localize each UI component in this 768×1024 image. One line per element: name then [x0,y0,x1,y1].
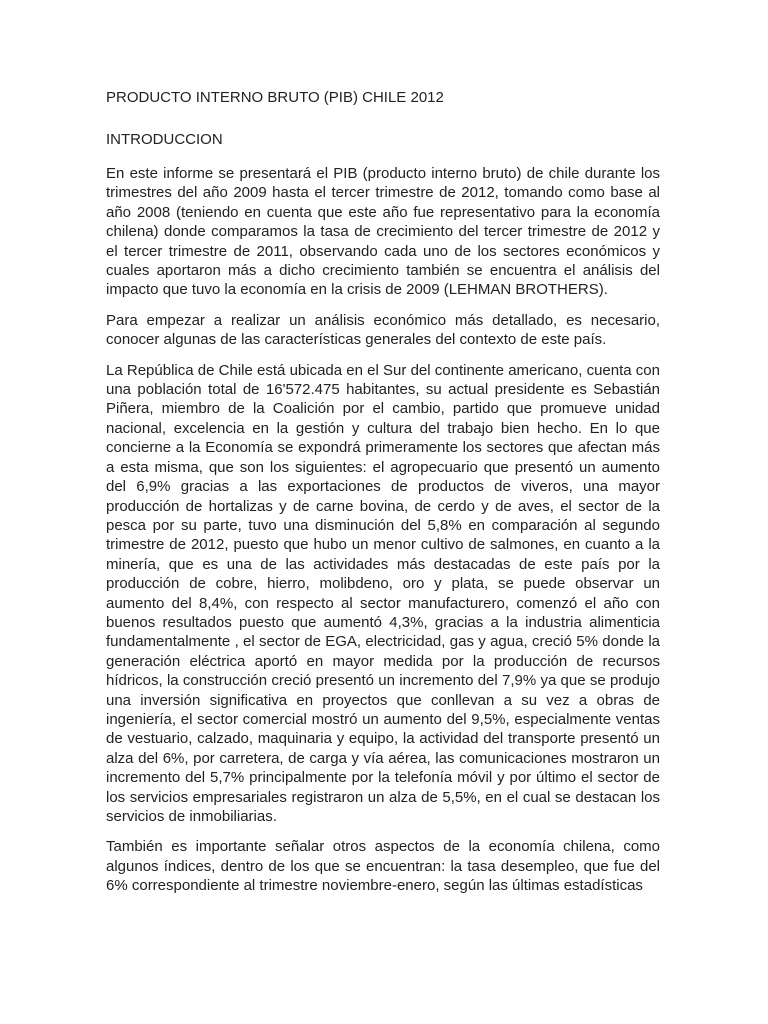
section-heading-introduccion: INTRODUCCION [106,131,223,148]
paragraph-context: Para empezar a realizar un análisis económico más detallado, es necesario, conocer algunas de las características generales del contexto de este país. [106,311,660,349]
document-title: PRODUCTO INTERNO BRUTO (PIB) CHILE 2012 [106,89,444,106]
paragraph-indices: También es importante señalar otros aspectos de la economía chilena, como algunos índices, dentro de los que se encuentran: la tasa desempleo, que fue del 6% correspondiente al trimestre noviembre-enero, según las últimas estadísticas [106,838,660,895]
paragraph-intro: En este informe se presentará el PIB (producto interno bruto) de chile durante los trimestres del año 2009 hasta el tercer trimestre de 2012, tomando como base al año 2008 (teniendo en cuenta que este año fue representativo para la economía chilena) donde comparamos la tasa de crecimiento del tercer trimestre de 2012 y el tercer trimestre de 2011, observando cada uno de los sectores económicos y cuales aportaron más a dicho crecimiento también se encuentra el análisis del impacto que tuvo la economía en la crisis de 2009 (LEHMAN BROTHERS). [106,165,660,299]
document-page [106,86,660,907]
paragraph-chile-economy: La República de Chile está ubicada en el Sur del continente americano, cuenta con una población total de 16'572.475 habitantes, su actual presidente es Sebastián Piñera, miembro de la Coalición por el cambio, partido que promueve unidad nacional, excelencia en la gestión y cultura del trabajo bien hecho. En lo que concierne a la Economía se expondrá primeramente los sectores que afectan más a esta misma, que son los siguientes: el agropecuario que presentó un aumento del 6,9% gracias a las exportaciones de productos de viveros, una mayor producción de hortalizas y de carne bovina, de cerdo y de aves, el sector de la pesca por su parte, tuvo una disminución del 5,8% en comparación al segundo trimestre de 2012, puesto que hubo un menor cultivo de salmones, en cuanto a la minería, que es una de las actividades más destacadas de este país por la producción de cobre, hierro, molibdeno, oro y plata, se puede observar un aumento del 8,4%, con respecto al sector manufacturero, comenzó el año con buenos resultados puesto que aumentó 4,3%, gracias a la industria alimenticia fundamentalmente , el sector de EGA, electricidad, gas y agua, creció 5% donde la generación eléctrica aportó en mayor medida por la producción de recursos hídricos, la construcción creció presentó un incremento del 7,9% ya que se produjo una inversión significativa en proyectos que conllevan a su vez a obras de ingeniería, el sector comercial mostró un aumento del 9,5%, especialmente ventas de vestuario, calzado, maquinaria y equipo, la actividad del transporte presentó un alza del 6%, por carretera, de carga y vía aérea, las comunicaciones mostraron un incremento del 5,7% principalmente por la telefonía móvil y por último el sector de los servicios empresariales registraron un alza de 5,5%, en el cual se destacan los servicios de inmobiliarias. [106,361,660,825]
